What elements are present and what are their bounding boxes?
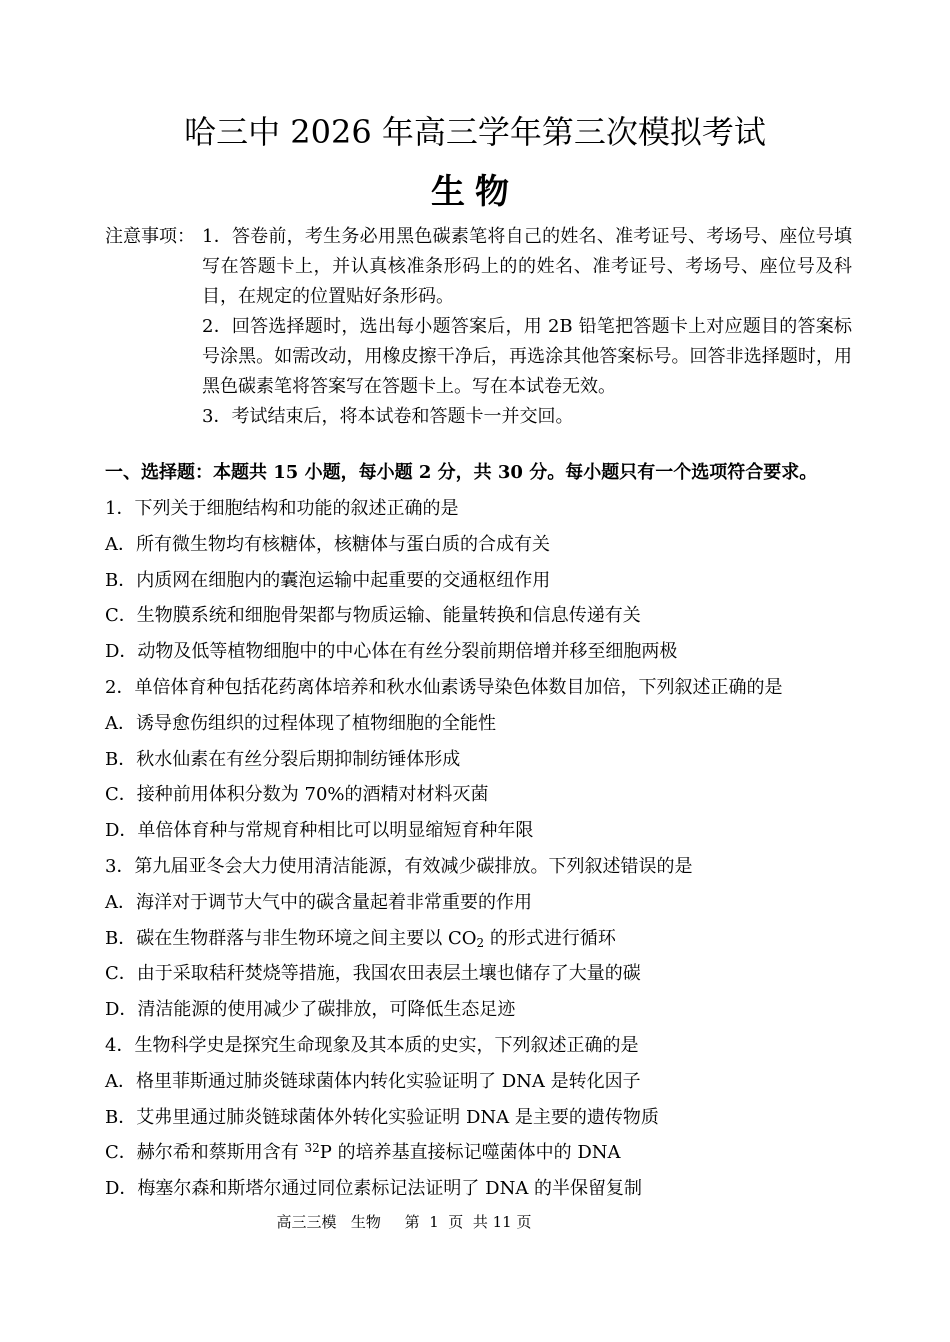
question-4-option-a: A．格里菲斯通过肺炎链球菌体内转化实验证明了 DNA 是转化因子: [105, 1070, 641, 1092]
question-2-option-b: B．秋水仙素在有丝分裂后期抑制纺锤体形成: [105, 748, 461, 770]
question-2-option-d: D．单倍体育种与常规育种相比可以明显缩短育种年限: [105, 820, 534, 842]
isotope-superscript: 32: [304, 1141, 320, 1156]
question-4-option-b: B．艾弗里通过肺炎链球菌体外转化实验证明 DNA 是主要的遗传物质: [105, 1106, 659, 1128]
question-stem-4: 4．生物科学史是探究生命现象及其本质的史实，下列叙述正确的是: [105, 1034, 639, 1056]
question-3-option-d: D．清洁能源的使用减少了碳排放，可降低生态足迹: [105, 999, 516, 1021]
question-stem-2: 2．单倍体育种包括花药离体培养和秋水仙素诱导染色体数目加倍，下列叙述正确的是: [105, 676, 783, 698]
question-1-option-c: C．生物膜系统和细胞骨架都与物质运输、能量转换和信息传递有关: [105, 605, 641, 627]
option-c-text: C．赫尔希和蔡斯用含有: [105, 1142, 305, 1164]
section-heading: 一、选择题：本题共 15 小题，每小题 2 分，共 30 分。每小题只有一个选项符合要求。: [105, 462, 818, 483]
page-footer: 高三三模 生物 第 1 页 共 11 页: [276, 1213, 532, 1231]
notice-label: 注意事项：: [105, 226, 195, 247]
question-1-option-a: A．所有微生物均有核糖体，核糖体与蛋白质的合成有关: [105, 533, 550, 555]
question-4-option-d: D．梅塞尔森和斯塔尔通过同位素标记法证明了 DNA 的半保留复制: [105, 1178, 643, 1200]
question-stem-1: 1．下列关于细胞结构和功能的叙述正确的是: [105, 498, 459, 519]
notice-item-1: 1．答卷前，考生务必用黑色碳素笔将自己的姓名、准考证号、考场号、座位号填写在答题卡上，并认真核准条形码上的的姓名、准考证号、考场号、座位号及科目，在规定的位置贴好条形码。: [202, 226, 852, 307]
subject-title: 生物: [431, 172, 519, 212]
question-3-option-b: [105, 924, 865, 960]
option-b-text: B．碳在生物群落与非生物环境之间主要以 CO: [105, 927, 477, 949]
question-list: [105, 494, 865, 1210]
question-stem-3: 3．第九届亚冬会大力使用清洁能源，有效减少碳排放。下列叙述错误的是: [105, 855, 693, 877]
question-3-option-a: A．海洋对于调节大气中的碳含量起着非常重要的作用: [105, 891, 532, 913]
question-2-option-a: A．诱导愈伤组织的过程体现了植物细胞的全能性: [105, 712, 496, 734]
question-4-option-c: [105, 1138, 865, 1174]
option-c-tail: P 的培养基直接标记噬菌体中的 DNA: [319, 1142, 621, 1164]
exam-title: 哈三中 2026 年高三学年第三次模拟考试: [184, 113, 766, 151]
question-1-option-d: D．动物及低等植物细胞中的中心体在有丝分裂前期倍增并移至细胞两极: [105, 641, 678, 663]
question-3-option-c: C．由于采取秸秆焚烧等措施，我国农田表层土壤也储存了大量的碳: [105, 963, 641, 985]
question-1-option-b: B．内质网在细胞内的囊泡运输中起重要的交通枢纽作用: [105, 569, 551, 591]
co2-subscript: 2: [476, 935, 485, 950]
notice-item-3: 3．考试结束后，将本试卷和答题卡一并交回。: [202, 406, 574, 427]
question-2-option-c: C．接种前用体积分数为 70%的酒精对材料灭菌: [105, 784, 489, 806]
option-b-tail: 的形式进行循环: [484, 927, 616, 949]
notice-list: [202, 222, 852, 432]
notice-item-2: 2．回答选择题时，选出每小题答案后，用 2B 铅笔把答题卡上对应题目的答案标号涂黑。如需改动，用橡皮擦干净后，再选涂其他答案标号。回答非选择题时，用黑色碳素笔将答案写在答题卡上。写在本试卷无效。: [202, 316, 852, 397]
